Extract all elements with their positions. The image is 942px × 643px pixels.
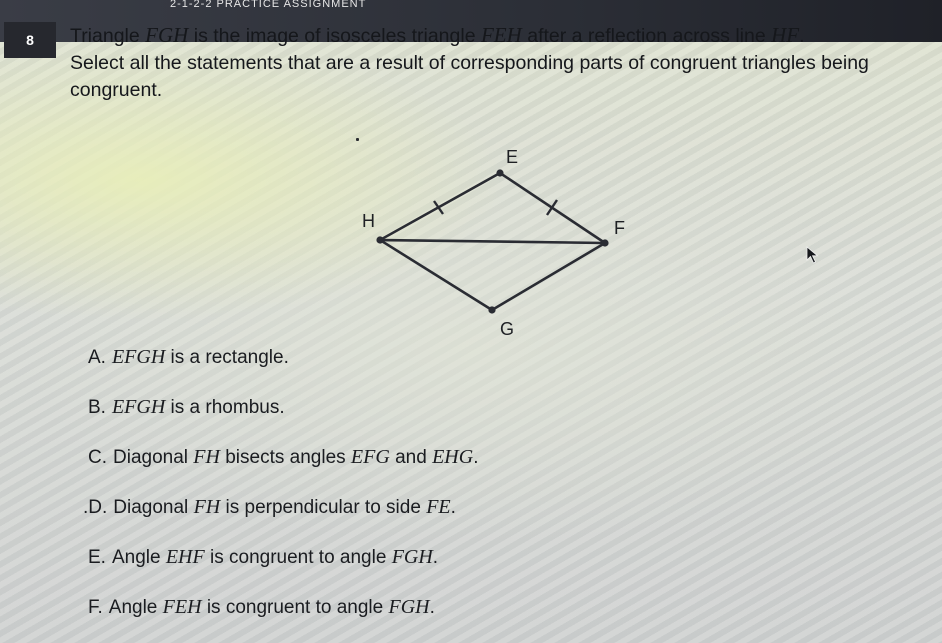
choice-letter: C. [88,447,107,468]
choice-letter: B. [88,397,106,418]
choice-math-term: EHG [432,446,474,468]
point-g [488,306,495,313]
choice-letter: E. [88,547,106,568]
label-f: F [614,218,625,238]
choice-text: is a rhombus. [165,397,285,418]
choice-math-term: FGH [388,596,430,618]
mouse-pointer-icon [806,246,820,264]
segment-gh [380,240,492,310]
choice-math-term: EFGH [111,346,166,368]
choice-text: bisects angles [219,447,351,468]
choice-letter: F. [88,597,103,618]
choice-text: is congruent to angle [204,547,392,568]
choice-math-term: EFGH [111,396,166,418]
choice-text: Diagonal [113,447,194,468]
prompt-line-1: Triangle FGH is the image of isosceles triangle FEH after a reflection across line HF. [70,23,805,47]
answer-choice[interactable] [88,396,285,419]
segment-he [380,173,500,240]
choice-text: Diagonal [113,497,194,518]
label-g: G [500,319,515,339]
diagonal-hf [380,240,605,243]
answer-choice[interactable] [88,346,289,369]
point-f [601,239,608,246]
choice-text: . [432,547,439,568]
label-e: E [506,147,519,167]
quadrilateral-figure [350,135,640,345]
choice-text: is perpendicular to side [220,497,427,518]
choice-letter: A. [88,347,106,368]
tick-mark-ef [547,200,557,215]
answer-choice[interactable] [83,496,456,519]
segment-fg [492,243,605,310]
choice-text: . [450,497,456,518]
choice-text: . [429,597,435,618]
choice-math-term: FH [193,496,221,518]
point-e [496,169,503,176]
question-number-badge: 8 [4,22,56,58]
choice-math-term: EHF [165,546,205,568]
choice-text: is a rectangle. [165,347,289,368]
choice-text: Angle [111,547,166,568]
choice-text: is congruent to angle [201,597,389,618]
prompt-line-2: Select all the statements that are a result of corresponding parts of congruent triangles being [70,52,869,74]
answer-choice[interactable] [88,446,478,469]
label-h: H [362,211,375,231]
prompt-line-3: congruent. [70,79,163,101]
choice-math-term: FEH [162,596,202,618]
tick-mark-he [434,201,443,214]
choice-math-term: EFG [350,446,390,468]
choice-math-term: FH [193,446,220,468]
choice-text: and [389,447,433,468]
assignment-title: 2-1-2-2 PRACTICE ASSIGNMENT [170,0,367,10]
choice-text: Angle [108,597,163,618]
answer-choice[interactable] [88,546,438,569]
answer-choice[interactable] [88,596,435,619]
choice-text: . [473,447,479,468]
screen-speck [356,138,359,141]
choice-math-term: FE [426,496,451,518]
choice-math-term: FGH [391,546,433,568]
choice-letter: .D. [83,497,108,518]
point-h [376,236,383,243]
question-prompt [70,22,930,104]
